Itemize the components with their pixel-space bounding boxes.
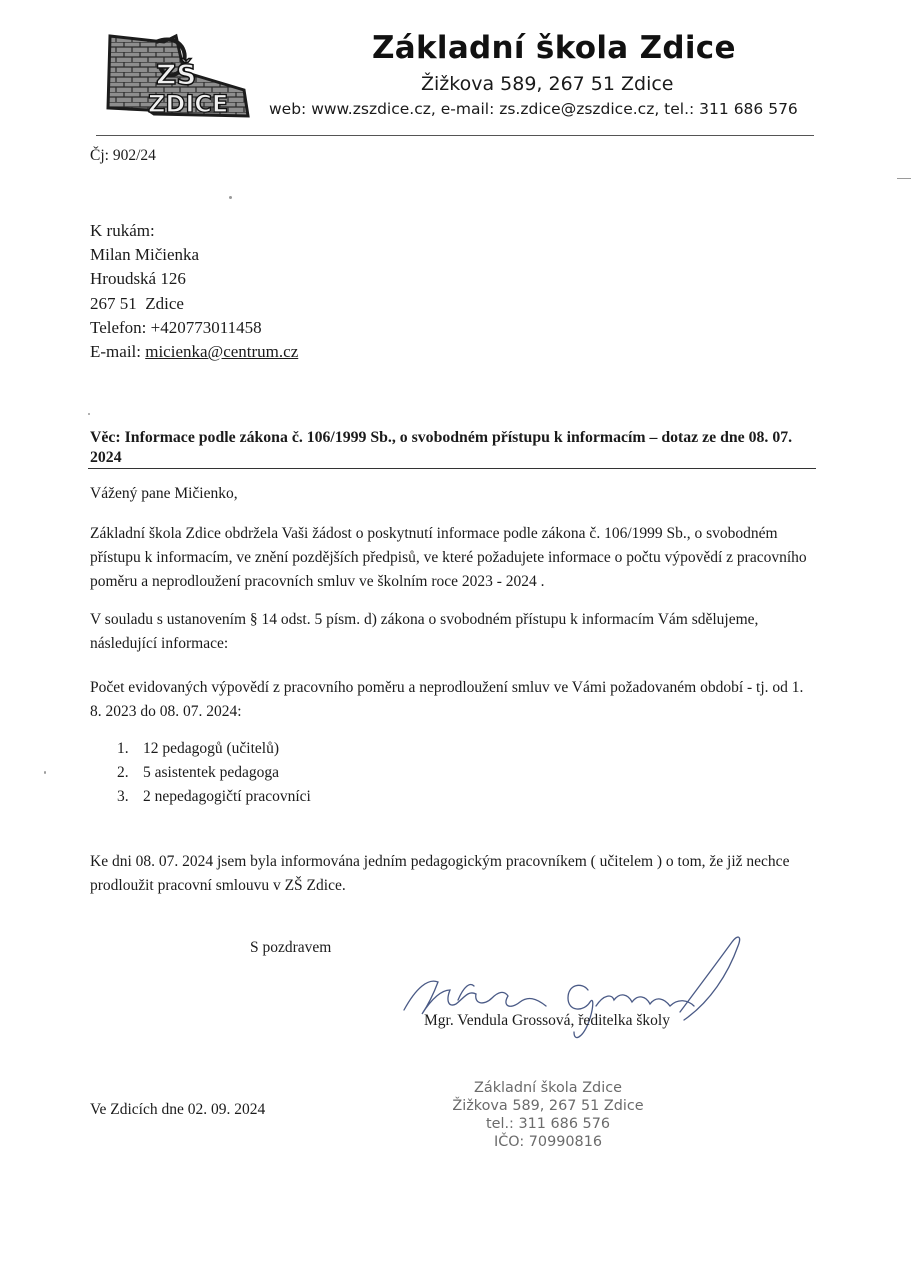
list-item bbox=[117, 761, 311, 785]
recipient-phone: Telefon: +420773011458 bbox=[90, 317, 262, 337]
school-logo bbox=[104, 32, 252, 118]
place-and-date: Ve Zdicích dne 02. 09. 2024 bbox=[90, 1101, 266, 1118]
paragraph-legal-basis: V souladu s ustanovením § 14 odst. 5 písm. d) zákona o svobodném přístupu k informacím Vám sdělujeme, následující informace: bbox=[90, 611, 759, 652]
list-item-text: 12 pedagogů (učitelů) bbox=[143, 740, 280, 757]
recipient-city: 267 51 Zdice bbox=[90, 293, 184, 313]
recipient-attention: K rukám: bbox=[90, 221, 155, 240]
reference-number: Čj: 902/24 bbox=[90, 147, 156, 164]
list-item-number: 1. bbox=[117, 740, 129, 757]
recipient-block bbox=[90, 219, 298, 364]
recipient-name: Milan Mičienka bbox=[90, 245, 200, 265]
scan-speck bbox=[897, 178, 911, 179]
stamp-ico: IČO: 70990816 bbox=[493, 1134, 603, 1150]
svg-text:ZDICE: ZDICE bbox=[148, 90, 229, 118]
list-item-number: 2. bbox=[117, 764, 129, 781]
subject-line: Věc: Informace podle zákona č. 106/1999 Sb., o svobodném přístupu k informacím – dotaz ze dne 08. 07. 2024 bbox=[90, 429, 793, 466]
stamp-address: Žižkova 589, 267 51 Zdice bbox=[452, 1098, 644, 1114]
paragraph-teacher-notice: Ke dni 08. 07. 2024 jsem byla informována jedním pedagogickým pracovníkem ( učitelem ) o tom, že již nechce prodloužit pracovní smlouvu v ZŠ Zdice. bbox=[90, 853, 790, 894]
signer-name: Mgr. Vendula Grossová, ředitelka školy bbox=[424, 1012, 670, 1029]
header-divider bbox=[96, 135, 814, 136]
list-item bbox=[117, 737, 311, 761]
recipient-email-label: E-mail: bbox=[90, 342, 146, 362]
school-address: Žižkova 589, 267 51 Zdice bbox=[421, 73, 674, 95]
scan-speck bbox=[88, 413, 90, 415]
recipient-email-line bbox=[90, 340, 298, 364]
handwritten-signature bbox=[398, 928, 748, 1048]
list-item-number: 3. bbox=[117, 788, 129, 805]
school-name: Základní škola Zdice bbox=[372, 30, 736, 66]
recipient-email-link[interactable]: micienka@centrum.cz bbox=[145, 342, 299, 362]
count-list bbox=[117, 737, 311, 809]
list-item-text: 2 nepedagogičtí pracovníci bbox=[143, 788, 311, 805]
paragraph-request: Základní škola Zdice obdržela Vaši žádost o poskytnutí informace podle zákona č. 106/1999 Sb., o svobodném přístupu k informacím, ve znění pozdějších předpisů, ve které požadujete informace o počtu výpovědí z pracovního poměru a neprodloužení pracovních smluv ve školním roce 2023 - 2024 . bbox=[90, 525, 807, 590]
stamp-school-name: Základní škola Zdice bbox=[474, 1080, 622, 1096]
scan-speck bbox=[229, 196, 232, 199]
closing-greeting: S pozdravem bbox=[250, 939, 332, 956]
scan-speck bbox=[44, 771, 46, 774]
stamp-phone: tel.: 311 686 576 bbox=[485, 1116, 611, 1132]
svg-text:ZŠ: ZŠ bbox=[156, 58, 197, 91]
salutation: Vážený pane Mičienko, bbox=[90, 485, 238, 502]
subject-divider bbox=[88, 468, 816, 469]
paragraph-count-intro: Počet evidovaných výpovědí z pracovního poměru a neprodloužení smluv ve Vámi požadovaném období - tj. od 1. 8. 2023 do 08. 07. 2024: bbox=[90, 679, 804, 720]
list-item-text: 5 asistentek pedagoga bbox=[143, 764, 280, 781]
school-contacts: web: www.zszdice.cz, e-mail: zs.zdice@zszdice.cz, tel.: 311 686 576 bbox=[269, 100, 798, 118]
school-stamp bbox=[448, 1079, 648, 1151]
list-item bbox=[117, 785, 311, 809]
recipient-street: Hroudská 126 bbox=[90, 269, 186, 289]
